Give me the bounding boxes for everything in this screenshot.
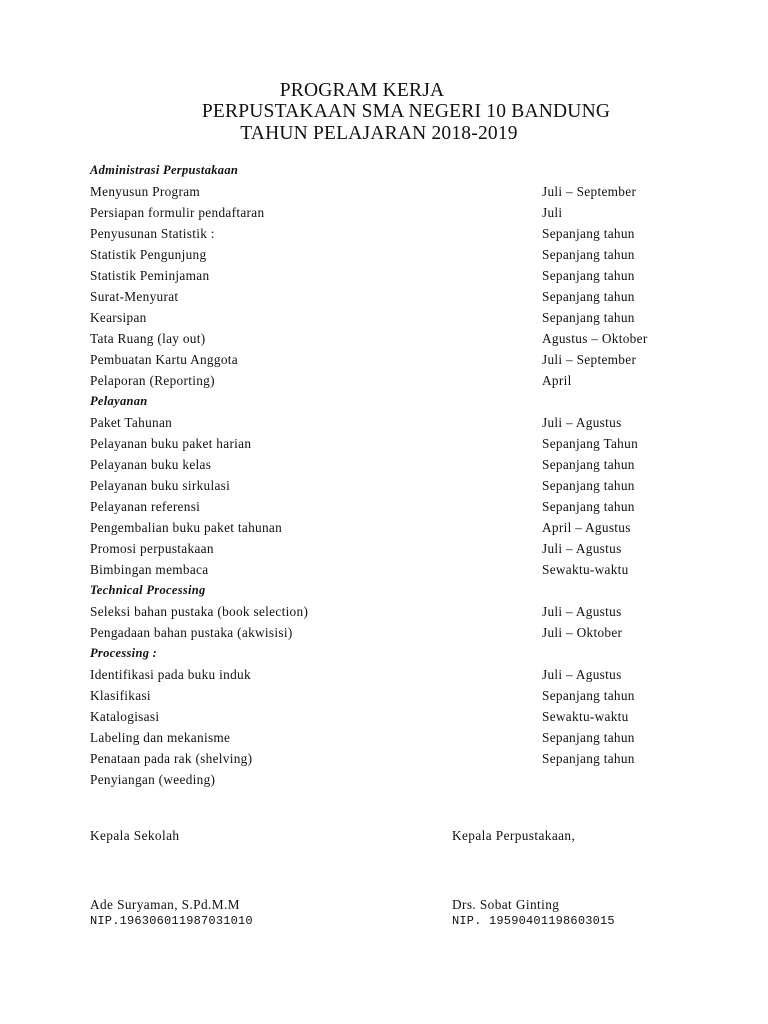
right-signature-nip: NIP. 19590401198603015 (452, 914, 615, 928)
program-period: Sepanjang tahun (542, 688, 635, 703)
program-row (90, 559, 690, 580)
program-activity: Identifikasi pada buku induk (90, 667, 251, 682)
program-activity: Surat-Menyurat (90, 289, 179, 304)
program-row (90, 769, 690, 790)
program-row (90, 223, 690, 244)
program-period: Sepanjang tahun (542, 289, 635, 304)
program-row (90, 202, 690, 223)
program-period: April (542, 373, 572, 388)
program-activity: Penyiangan (weeding) (90, 772, 216, 787)
program-row (90, 244, 690, 265)
program-period: Sewaktu-waktu (542, 562, 629, 577)
left-signature-name: Ade Suryaman, S.Pd.M.M (90, 897, 240, 912)
program-row (90, 475, 690, 496)
left-signature-nip: NIP.196306011987031010 (90, 914, 253, 928)
program-period: Juli – Agustus (542, 415, 622, 430)
left-signature-role: Kepala Sekolah (90, 828, 180, 843)
program-activity: Paket Tahunan (90, 415, 173, 430)
program-row (90, 286, 690, 307)
program-row (90, 328, 690, 349)
program-period: Sepanjang tahun (542, 247, 635, 262)
program-row (90, 349, 690, 370)
program-activity: Penataan pada rak (shelving) (90, 751, 253, 766)
program-row (90, 517, 690, 538)
right-signature-name: Drs. Sobat Ginting (452, 897, 560, 912)
program-activity: Penyusunan Statistik : (90, 226, 215, 241)
title-line-1: PROGRAM KERJA (279, 80, 445, 101)
program-activity: Seleksi bahan pustaka (book selection) (90, 604, 309, 619)
program-period: Sepanjang tahun (542, 478, 635, 493)
section-heading-label: Administrasi Perpustakaan (90, 163, 239, 177)
program-row (90, 412, 690, 433)
section-heading (90, 391, 690, 412)
program-row (90, 706, 690, 727)
section-heading (90, 580, 690, 601)
program-row (90, 538, 690, 559)
right-signature-role: Kepala Perpustakaan, (452, 828, 576, 843)
program-period: Juli (542, 205, 563, 220)
section-heading-label: Processing : (90, 646, 158, 660)
program-period: Sepanjang tahun (542, 226, 635, 241)
program-activity: Menyusun Program (90, 184, 201, 199)
program-row (90, 748, 690, 769)
program-row (90, 601, 690, 622)
program-activity: Statistik Pengunjung (90, 247, 207, 262)
program-activity: Pembuatan Kartu Anggota (90, 352, 238, 367)
program-row (90, 727, 690, 748)
program-activity: Kearsipan (90, 310, 147, 325)
program-activity: Katalogisasi (90, 709, 160, 724)
program-period: Juli – Agustus (542, 667, 622, 682)
program-activity: Klasifikasi (90, 688, 151, 703)
program-period: Sewaktu-waktu (542, 709, 629, 724)
program-row (90, 433, 690, 454)
program-period: Sepanjang tahun (542, 457, 635, 472)
program-activity: Pelayanan buku kelas (90, 457, 212, 472)
program-row (90, 664, 690, 685)
program-activity: Pelayanan buku paket harian (90, 436, 252, 451)
program-row (90, 622, 690, 643)
program-activity: Tata Ruang (lay out) (90, 331, 206, 346)
program-activity: Pengadaan bahan pustaka (akwisisi) (90, 625, 293, 640)
program-period: Sepanjang tahun (542, 310, 635, 325)
program-period: Sepanjang tahun (542, 268, 635, 283)
program-period: Sepanjang tahun (542, 730, 635, 745)
section-heading (90, 643, 690, 664)
title-line-3: TAHUN PELAJARAN 2018-2019 (240, 123, 518, 144)
program-period: Juli – Agustus (542, 604, 622, 619)
program-activity: Pengembalian buku paket tahunan (90, 520, 283, 535)
program-period: Juli – Oktober (542, 625, 623, 640)
program-row (90, 496, 690, 517)
program-activity: Statistik Peminjaman (90, 268, 210, 283)
program-period: Sepanjang Tahun (542, 436, 639, 451)
program-activity: Pelayanan buku sirkulasi (90, 478, 231, 493)
program-period: Sepanjang tahun (542, 499, 635, 514)
program-activity: Pelaporan (Reporting) (90, 373, 215, 388)
program-activity: Persiapan formulir pendaftaran (90, 205, 265, 220)
section-heading-label: Technical Processing (90, 583, 206, 597)
program-list (90, 160, 690, 790)
program-period: Agustus – Oktober (542, 331, 648, 346)
program-row (90, 181, 690, 202)
program-row (90, 685, 690, 706)
section-heading-label: Pelayanan (90, 394, 148, 408)
program-period: Sepanjang tahun (542, 751, 635, 766)
program-row (90, 307, 690, 328)
section-heading (90, 160, 690, 181)
program-activity: Labeling dan mekanisme (90, 730, 231, 745)
program-row (90, 265, 690, 286)
program-row (90, 370, 690, 391)
program-period: Juli – September (542, 352, 637, 367)
program-row (90, 454, 690, 475)
program-activity: Bimbingan membaca (90, 562, 209, 577)
program-activity: Pelayanan referensi (90, 499, 201, 514)
program-period: April – Agustus (542, 520, 631, 535)
program-period: Juli – September (542, 184, 637, 199)
program-activity: Promosi perpustakaan (90, 541, 214, 556)
program-period: Juli – Agustus (542, 541, 622, 556)
title-line-2: PERPUSTAKAAN SMA NEGERI 10 BANDUNG (201, 101, 611, 122)
